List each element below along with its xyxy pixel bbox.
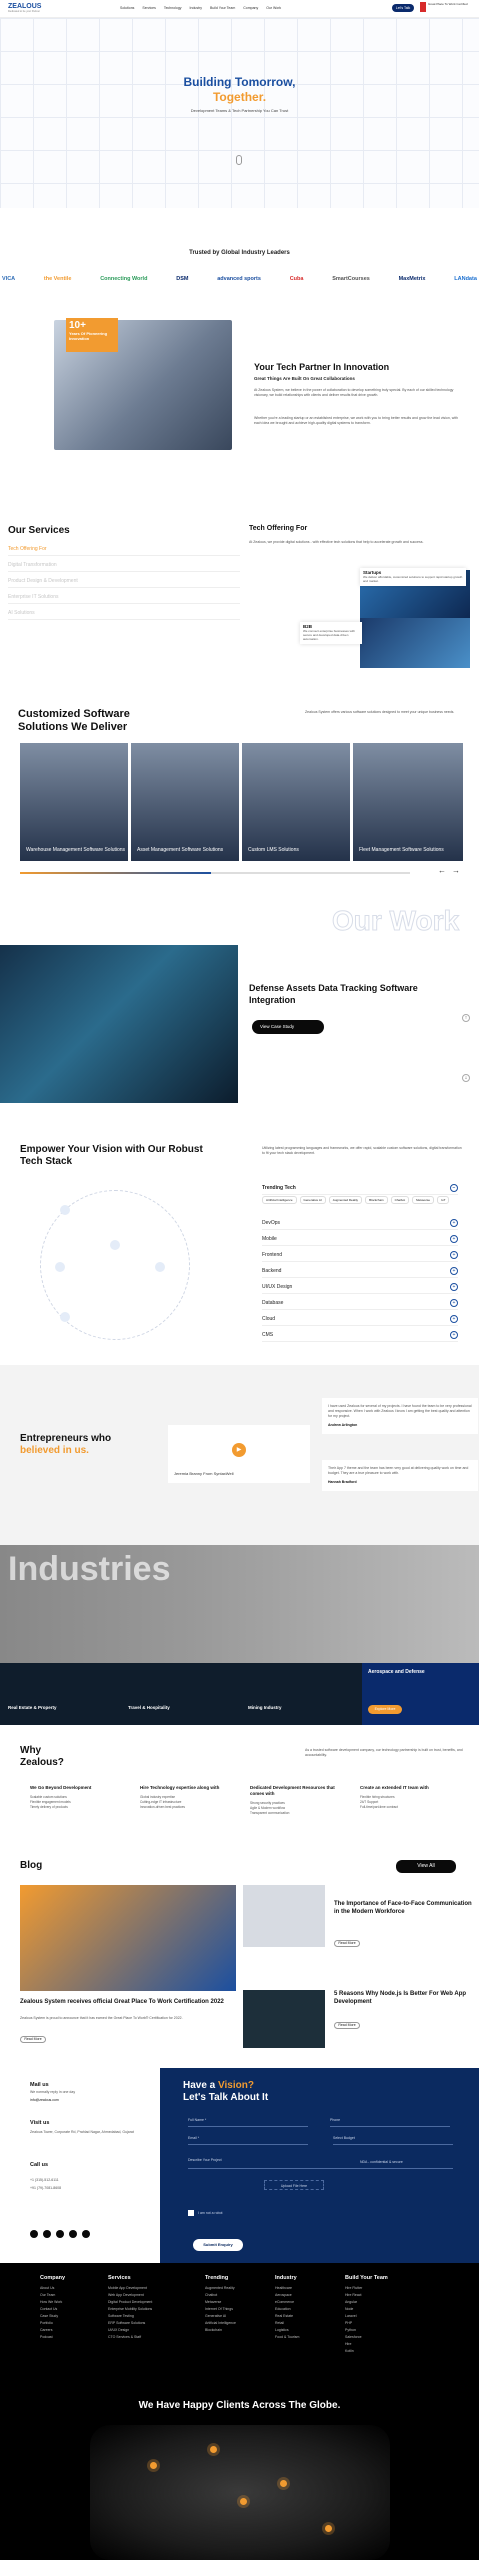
footer-link[interactable]: About Us (40, 2286, 55, 2290)
hero-title-line2: Together. (212, 90, 267, 104)
tech-stack-paragraph: Utilizing latest programming languages and frameworks, we offer rapid, scalable custom software solutions, digital transformation to fit your tech stack development. (262, 1146, 462, 1155)
nda-note: NDA - confidential & secure (360, 2160, 403, 2164)
tech-row-database[interactable]: Database + (262, 1300, 458, 1310)
trusted-title: Trusted by Global Industry Leaders (189, 250, 290, 256)
startups-card[interactable]: Startups We deliver affordable, customized solutions to support rapid startup growth and market. (360, 568, 466, 586)
location-pin-icon[interactable] (210, 2446, 217, 2453)
service-tab-digital[interactable]: Digital Transformation (8, 562, 240, 572)
footer-link[interactable]: Retail (275, 2321, 284, 2325)
captcha-label: I am not a robot (198, 2211, 223, 2215)
scroll-down-icon[interactable] (236, 155, 242, 165)
email-field[interactable]: Email * (188, 2136, 200, 2140)
service-tab-ai[interactable]: AI Solutions (8, 610, 240, 620)
testimonials-title: Entrepreneurs who believed in us. (20, 1433, 112, 1456)
tech-icon (60, 1312, 70, 1322)
testimonial-card: Their App 7 theme and the team has been very good at delivering quality work on time and budget. They are a true pleasure to work with. Hannah Bradford (322, 1460, 478, 1491)
case-study-title: Defense Assets Data Tracking Software Integration (249, 983, 418, 1005)
footer-col (108, 2275, 152, 2341)
arrow-down-icon[interactable]: ↓ (462, 1074, 470, 1082)
logo[interactable]: ZEALOUS Dedicated to be your Partner (8, 3, 42, 13)
youtube-icon[interactable] (82, 2230, 90, 2238)
solution-card-warehouse[interactable]: Warehouse Management Software Solutions (20, 743, 128, 861)
footer-col-title: Build Your Team (345, 2275, 388, 2281)
footer-link[interactable]: Chatbot (205, 2293, 218, 2297)
tech-stack-title: Empower Your Vision with Our Robust Tech Stack (20, 1144, 203, 1167)
site-header (0, 0, 479, 18)
location-pin-icon[interactable] (280, 2480, 287, 2487)
captcha-checkbox[interactable] (188, 2210, 194, 2216)
plus-icon: + (450, 1219, 458, 1227)
footer-link[interactable]: ERP Software Solutions (108, 2321, 146, 2325)
footer-link[interactable]: Generative AI (205, 2314, 227, 2318)
call-label: Call us (30, 2162, 49, 2168)
view-all-button[interactable]: View All (396, 1860, 456, 1873)
footer-link[interactable]: Food & Tourism (275, 2335, 300, 2339)
footer-link[interactable]: Web App Development (108, 2293, 144, 2297)
footer-link[interactable]: Education (275, 2307, 291, 2311)
location-pin-icon[interactable] (150, 2462, 157, 2469)
view-case-study-button[interactable]: View Case Study (252, 1020, 324, 1034)
customized-title: Customized Software Solutions We Deliver (18, 708, 130, 733)
linkedin-icon[interactable] (56, 2230, 64, 2238)
chip-ai[interactable]: Artificial Intelligence (262, 1196, 297, 1204)
footer-link[interactable]: Python (345, 2328, 356, 2332)
footer-link[interactable]: Salesforce (345, 2335, 362, 2339)
why-paragraph: As a trusted software development company, our technology partnership is built on trust, benefits, and accountability. (305, 1748, 463, 1757)
nav-item-services[interactable]: Services (142, 6, 156, 10)
tech-offering-title: Tech Offering For (249, 525, 308, 532)
hero-section (0, 18, 479, 208)
footer-link[interactable]: Angular (345, 2300, 358, 2304)
testimonial-author: Andrew Arlington (328, 1423, 358, 1427)
footer-link[interactable]: UI/UX Design (108, 2328, 130, 2332)
b2b-card[interactable]: B2B We connect enterprise businesses with secure and developed data-driven automation. (300, 622, 362, 644)
visit-value: Zealous Tower, Corporate Rd, Prahlad Nagar, Ahmedabad, Gujarat (30, 2130, 134, 2134)
chip-blockchain[interactable]: Blockchain (365, 1196, 388, 1204)
chip-chatbot[interactable]: Chatbot (391, 1196, 410, 1204)
footer-link[interactable]: Hire Flutter (345, 2286, 363, 2290)
x-icon[interactable] (43, 2230, 51, 2238)
upload-field[interactable]: Upload File Here (264, 2180, 324, 2190)
service-tab-tech-offering[interactable]: Tech Offering For (8, 546, 240, 556)
footer-link[interactable]: Digital Product Development (108, 2300, 153, 2304)
footer-col-title: Trending (205, 2275, 229, 2281)
footer-link[interactable]: Hire (345, 2342, 352, 2346)
chip-metaverse[interactable]: Metaverse (412, 1196, 434, 1204)
b2b-image (360, 618, 470, 668)
blog-main-image[interactable] (20, 1885, 236, 1991)
minus-icon: − (450, 1184, 458, 1192)
footer-link[interactable]: Kotlin (345, 2349, 354, 2353)
blog-title: Blog (20, 1860, 43, 1871)
chip-ar[interactable]: Augmented Reality (329, 1196, 362, 1204)
partner-paragraph-2: Whether you're a leading startup or an established enterprise, we work with you to bring better results and grow the lead vision, with each idea we brought and achieve high-quality digital systems to transform. (254, 416, 458, 425)
lets-talk-button[interactable]: Let's Talk (392, 4, 414, 12)
explore-more-button[interactable]: Explore More (368, 1705, 402, 1714)
read-more-button[interactable]: Read More (334, 1940, 360, 1947)
plus-icon: + (450, 1315, 458, 1323)
footer-link[interactable]: eCommerce (275, 2300, 295, 2304)
footer-link[interactable]: Mobile App Development (108, 2286, 147, 2290)
tech-offering-paragraph: At Zealous, we provide digital solutions - with effective tech solutions that help to accelerate growth and success. (249, 540, 424, 544)
nav-item-technology[interactable]: Technology (163, 6, 182, 10)
footer-link[interactable]: Healthcare (275, 2286, 292, 2290)
plus-icon: + (450, 1283, 458, 1291)
blog-main-excerpt: Zealous System is proud to announce that it has earned the Great Place To Work® Certification for 2022. (20, 2016, 183, 2020)
main-nav (120, 6, 281, 10)
hero-subtitle: Development Teams & Tech Partnership You Can Trust (190, 108, 289, 113)
footer-link[interactable]: Contact Us (40, 2307, 58, 2311)
footer-link[interactable]: Logistics (275, 2328, 289, 2332)
tech-row-cms[interactable]: CMS + (262, 1332, 458, 1342)
partner-paragraph-1: At Zealous System, we believe in the power of collaboration to develop something truly special. By each of our skilled technology visionary, we build relationships with clients and deliver results that drive growth. (254, 388, 454, 397)
our-work-watermark: Our Work (332, 905, 460, 936)
full-name-field[interactable]: Full Name * (188, 2118, 207, 2122)
years-badge: 10+ Years Of Pioneering Innovation (66, 318, 118, 352)
footer-link[interactable]: Case Study (40, 2314, 59, 2318)
tech-row-devops[interactable]: DevOps + (262, 1220, 458, 1230)
footer-link[interactable]: Node (345, 2307, 354, 2311)
footer-col-title: Services (108, 2275, 131, 2281)
social-links (30, 2230, 90, 2238)
submit-enquiry-button[interactable]: Submit Enquiry (193, 2239, 243, 2251)
instagram-icon[interactable] (69, 2230, 77, 2238)
why-col: Hire Technology expertise along with Global industry expertise Cutting-edge IT infrastructure Innovation-driven best practices (140, 1785, 220, 1809)
tech-row-cloud[interactable]: Cloud + (262, 1316, 458, 1326)
client-logos (0, 268, 479, 290)
industries-title: Industries (8, 1550, 171, 1588)
mail-label: Mail us (30, 2082, 49, 2088)
plus-icon: + (450, 1299, 458, 1307)
footer-col (205, 2275, 236, 2334)
solution-card-lms[interactable]: Custom LMS Solutions (242, 743, 350, 861)
plus-icon: + (450, 1235, 458, 1243)
mail-sub: We normally reply in one day (30, 2090, 76, 2094)
industry-travel[interactable]: Travel & Hospitality (128, 1705, 170, 1710)
footer-link[interactable]: Internet Of Things (205, 2307, 233, 2311)
budget-select[interactable]: Select Budget (333, 2136, 355, 2140)
footer-link[interactable]: Real Estate (275, 2314, 294, 2318)
facebook-icon[interactable] (30, 2230, 38, 2238)
plus-icon: + (450, 1267, 458, 1275)
client-logo: advanced sports (217, 276, 261, 282)
arrow-right-icon[interactable]: → (452, 866, 460, 875)
footer-link[interactable]: Blockchain (205, 2328, 222, 2332)
trending-tech-header[interactable]: Trending Tech − (262, 1185, 458, 1195)
client-logo: DSM (176, 276, 189, 282)
client-logo: Connecting World (100, 276, 148, 282)
client-logo: the Ventile (43, 276, 72, 282)
client-logo: MaxMetrix (398, 276, 426, 282)
partner-subtitle: Great Things Are Built On Great Collaborations (254, 376, 355, 381)
call-value-2[interactable]: +91 (79)-7081-8608 (30, 2186, 62, 2190)
tech-row-backend[interactable]: Backend + (262, 1268, 458, 1278)
blog-side-image[interactable] (243, 1885, 325, 1947)
services-title: Our Services (8, 525, 70, 536)
tech-icon (60, 1205, 70, 1215)
footer-link[interactable]: Our Team (40, 2293, 56, 2297)
tech-icon (110, 1240, 120, 1250)
read-more-button[interactable]: Read More (20, 2036, 46, 2043)
footer-link[interactable]: Laravel (345, 2314, 357, 2318)
footer-link[interactable]: Artificial Intelligence (205, 2321, 236, 2325)
arrow-up-icon[interactable]: ↑ (462, 1014, 470, 1022)
why-col: We Go Beyond Development Scalable custom solutions Flexible engagement models Timely delivery of products (30, 1785, 92, 1809)
blog-side-title[interactable]: 5 Reasons Why Node.js Is Better For Web App Development (334, 1991, 467, 2005)
footer-link[interactable]: Hire React (345, 2293, 362, 2297)
footer-link[interactable]: Portfolio (40, 2321, 53, 2325)
mail-value[interactable]: info@zealous.com (30, 2098, 59, 2102)
footer-link[interactable]: PHP (345, 2321, 353, 2325)
plus-icon: + (450, 1251, 458, 1259)
footer-col (40, 2275, 65, 2341)
why-col: Dedicated Development Resources that comes with Strong security practices Agile & Modern workflow Transparent communication (250, 1785, 335, 1815)
location-pin-icon[interactable] (240, 2498, 247, 2505)
visit-label: Visit us (30, 2120, 50, 2126)
carousel-progress (20, 872, 410, 874)
call-value-1[interactable]: +1 (315)-512-6111 (30, 2178, 59, 2182)
gptw-badge: Great Place To Work Certified (420, 2, 468, 12)
nav-item-solutions[interactable]: Solutions (120, 6, 135, 10)
trending-chips (262, 1196, 458, 1204)
footer-link[interactable]: Careers (40, 2328, 53, 2332)
footer-link[interactable]: Enterprise Mobility Solutions (108, 2307, 153, 2311)
partner-title: Your Tech Partner In Innovation (254, 362, 390, 372)
footer-col (345, 2275, 388, 2355)
hero-title-line1: Building Tomorrow, (183, 75, 296, 89)
customized-paragraph: Zealous System offers various software solutions designed to meet your unique business needs. (305, 710, 455, 714)
nav-item-industry[interactable]: Industry (189, 6, 202, 10)
testimonial-video[interactable] (168, 1425, 310, 1483)
contact-title: Have a Vision? Let's Talk About It (183, 2080, 269, 2103)
blog-side-title[interactable]: The Importance of Face-to-Face Communication in the Modern Workforce (334, 1901, 472, 1915)
chip-iot[interactable]: IoT (437, 1196, 449, 1204)
description-field[interactable]: Describe Your Project (188, 2158, 222, 2162)
solution-card-asset[interactable]: Asset Management Software Solutions (131, 743, 239, 861)
solution-card-fleet[interactable]: Fleet Management Software Solutions (353, 743, 463, 861)
footer-link[interactable]: CTO Services & Staff (108, 2335, 142, 2339)
nav-item-company[interactable]: Company (243, 6, 259, 10)
world-map (90, 2425, 390, 2560)
tech-row-mobile[interactable]: Mobile + (262, 1236, 458, 1246)
industry-aerospace-card[interactable]: Aerospace and Defense Explore More (362, 1663, 479, 1725)
read-more-button[interactable]: Read More (334, 2022, 360, 2029)
why-col: Create an extended IT team with Flexible hiring structures 24/7 Support Full-time/part-time contract (360, 1785, 429, 1809)
client-logo: VICA (2, 276, 16, 282)
footer-link[interactable]: Aerospace (275, 2293, 292, 2297)
nav-item-our-work[interactable]: Our Work (266, 6, 282, 10)
footer-link[interactable]: Augmented Reality (205, 2286, 235, 2290)
location-pin-icon[interactable] (325, 2525, 332, 2532)
plus-icon: + (450, 1331, 458, 1339)
nav-item-build-team[interactable]: Build Your Team (210, 6, 236, 10)
tech-icon (55, 1262, 65, 1272)
blog-main-title[interactable]: Zealous System receives official Great Place To Work Certification 2022 (20, 1999, 224, 2005)
footer-col (275, 2275, 299, 2341)
case-study-image (0, 945, 238, 1103)
footer-col-title: Company (40, 2275, 66, 2281)
testimonial-author: Hannah Bradford (328, 1480, 357, 1484)
footer-col-title: Industry (275, 2275, 297, 2281)
footer-link[interactable]: Podcast (40, 2335, 53, 2339)
chip-genai[interactable]: Generative AI (300, 1196, 326, 1204)
why-title: Why Zealous? (20, 1745, 64, 1768)
footer-link[interactable]: Software Testing (108, 2314, 134, 2318)
tech-icon (155, 1262, 165, 1272)
client-logo: SmartCourses (332, 276, 370, 282)
play-icon[interactable]: ▶ (232, 1443, 246, 1457)
footer-link[interactable]: Metaverse (205, 2300, 222, 2304)
happy-clients-title: We Have Happy Clients Across The Globe. (138, 2400, 341, 2411)
client-logo: Cuba (289, 276, 304, 282)
arrow-left-icon[interactable]: ← (438, 866, 446, 875)
blog-side-image[interactable] (243, 1990, 325, 2048)
footer-link[interactable]: How We Work (40, 2300, 63, 2304)
service-tab-product[interactable]: Product Design & Development (8, 578, 240, 588)
phone-field[interactable]: Phone (330, 2118, 341, 2122)
client-logo: LANdata (454, 276, 477, 282)
tech-row-uiux[interactable]: UI/UX Design + (262, 1284, 458, 1294)
testimonial-card: I have used Zealous for several of my projects. I have found the team to be very professional and responsive. When I work with Zealous I know I am getting the best quality and attention for my project. Andrew Arlington (322, 1398, 478, 1434)
industry-real-estate[interactable]: Real Estate & Property (8, 1705, 57, 1710)
service-tab-enterprise[interactable]: Enterprise IT Solutions (8, 594, 240, 604)
tech-row-frontend[interactable]: Frontend + (262, 1252, 458, 1262)
industry-mining[interactable]: Mining Industry (248, 1705, 282, 1710)
video-caption: Jeremia Branny From SyntaxWell (174, 1471, 234, 1476)
gptw-icon (420, 2, 426, 12)
